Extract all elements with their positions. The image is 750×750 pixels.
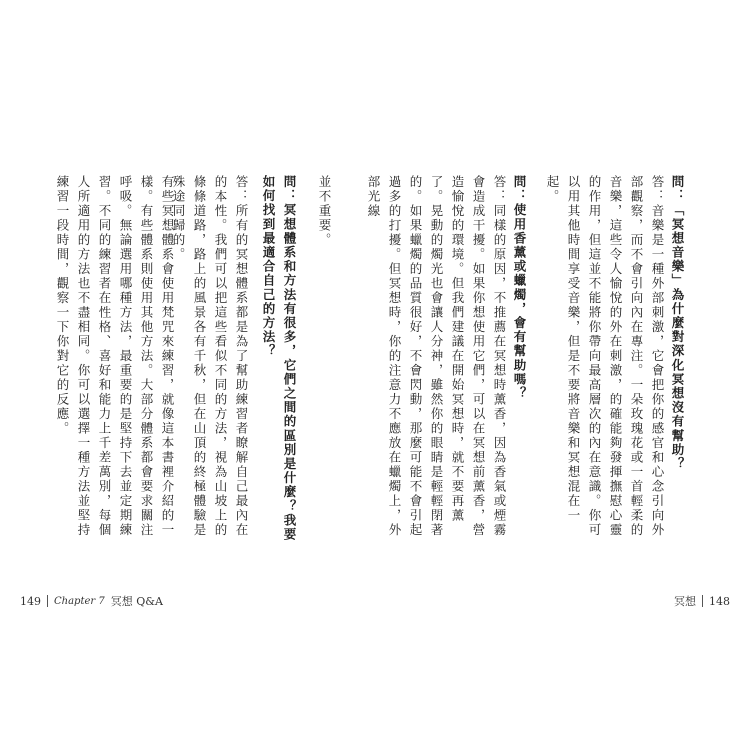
- left-page-footer: [20, 593, 163, 609]
- chapter-label: Chapter 7: [54, 595, 105, 607]
- page-number: 149: [20, 594, 41, 608]
- answer-paragraph: 答：同樣的原因，不推薦在冥想時薰香，因為香氣或煙霧會造成干擾。如果你想使用它們，可以在冥想前薰香，營造愉悅的環境。但我們建議在開始冥想時，就不要再薰了。晃動的燭光也會讓人分神，雖然你的眼睛是輕輕閉著的。如果蠟燭的品質很好，不會閃動，那麼可能不會引起過多的打擾。但冥想時，你的注意力不應放在蠟燭上，外部光線: [366, 175, 507, 538]
- body-paragraph: 有些冥想體系會使用梵咒來練習，就像這本書裡介紹的一樣。有些體系則使用其他方法。大部分體系都會要求關注呼吸。無論選用哪種方法，最重要的是堅持下去並定期練習。不同的練習者在性格、喜好和能力上千差萬別，每個人所適用的方法也不盡相同。你可以選擇一種方法並堅持練習一段時間，觀察一下你對它的反應。: [55, 175, 175, 538]
- question-heading: 問：「冥想音樂」為什麼對深化冥想沒有幫助？: [670, 175, 685, 472]
- answer-continuation: 並不重要。: [317, 175, 332, 248]
- book-spread: [20, 145, 730, 615]
- right-page-footer: [674, 593, 730, 609]
- page-number: 148: [709, 594, 730, 608]
- question-heading: 問：冥想體系和方法有很多，它們之間的區別是什麼？我要如何找到最適合自己的方法？: [261, 175, 297, 542]
- question-heading: 問：使用香薰或蠟燭，會有幫助嗎？: [512, 175, 527, 401]
- answer-paragraph: 答：音樂是一種外部刺激，它會把你的感官和心念引向外部觀察，而不會引向內在專注。一朵玫瑰花或一首輕柔的音樂，這些令人愉悅的外在刺激，的確能夠發揮撫慰心靈的作用，但這並不能將你帶向最高層次的內在意識。你可以用其他時間享受音樂，但是不要將音樂和冥想混在一起。: [545, 175, 665, 538]
- footer-divider: [702, 595, 703, 607]
- running-head: 冥想: [674, 595, 696, 608]
- footer-divider: [47, 595, 48, 607]
- answer-paragraph: 答：所有的冥想體系都是為了幫助練習者瞭解自己最內在的本性。我們可以把這些看似不同的方法，視為山坡上的條條道路，路上的風景各有千秋，但在山頂的終極體驗是殊途同歸的。: [171, 175, 249, 538]
- running-head: 冥想 Q&A: [110, 595, 163, 608]
